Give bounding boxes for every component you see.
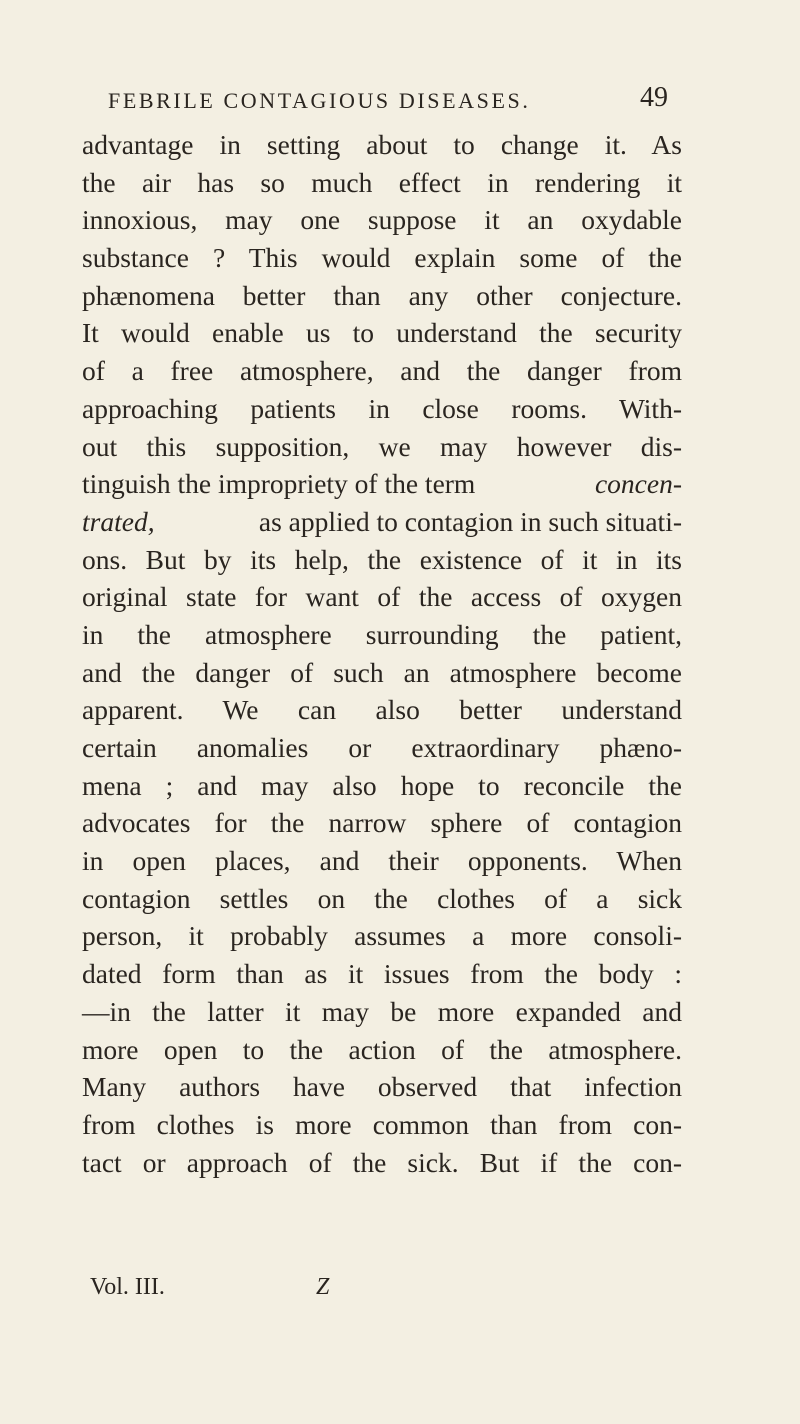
text-line: Many authors have observed that infection [82, 1071, 682, 1103]
text-line: innoxious, may one suppose it an oxydable [82, 204, 682, 236]
signature-mark: Z [316, 1274, 330, 1300]
text-line: substance ? This would explain some of the [82, 242, 682, 274]
page-number: 49 [640, 82, 668, 113]
text-line: approaching patients in close rooms. With- [82, 392, 682, 424]
running-head [108, 84, 668, 124]
text-line: phænomena better than any other conjecture. [82, 279, 682, 311]
text-line: dated form than as it issues from the body : [82, 958, 682, 990]
body-text [82, 126, 682, 1181]
italic-term: concen- [594, 468, 682, 500]
text-line [82, 465, 682, 503]
text-line: —in the latter it may be more expanded and [82, 995, 682, 1027]
text-line: apparent. We can also better understand [82, 694, 682, 726]
volume-label: Vol. III. [90, 1274, 165, 1300]
text-segment: tinguish the impropriety of the term [82, 468, 476, 500]
page-footer [90, 1274, 390, 1310]
text-line: It would enable us to understand the security [82, 317, 682, 349]
text-line: out this supposition, we may however dis- [82, 430, 682, 462]
text-line: contagion settles on the clothes of a sick [82, 882, 682, 914]
text-segment: as applied to contagion in such situati- [258, 505, 682, 537]
text-line: mena ; and may also hope to reconcile the [82, 769, 682, 801]
text-line [82, 503, 682, 541]
text-line: in the atmosphere surrounding the patient, [82, 618, 682, 650]
text-line: more open to the action of the atmosphere. [82, 1033, 682, 1065]
text-line: of a free atmosphere, and the danger from [82, 355, 682, 387]
running-title: FEBRILE CONTAGIOUS DISEASES. [108, 88, 531, 113]
text-line: certain anomalies or extraordinary phæno- [82, 732, 682, 763]
text-line: the air has so much effect in rendering it [82, 166, 682, 198]
text-line: tact or approach of the sick. But if the con- [82, 1146, 682, 1178]
italic-term: trated, [82, 505, 155, 537]
text-line: and the danger of such an atmosphere become [82, 656, 682, 688]
text-line: from clothes is more common than from con- [82, 1108, 682, 1140]
text-line: original state for want of the access of oxygen [82, 581, 682, 613]
text-line: person, it probably assumes a more consoli- [82, 920, 682, 952]
text-line: advantage in setting about to change it. As [82, 129, 682, 160]
text-line: advocates for the narrow sphere of contagion [82, 807, 682, 839]
text-line: ons. But by its help, the existence of it in its [82, 543, 682, 575]
text-line: in open places, and their opponents. When [82, 845, 682, 877]
